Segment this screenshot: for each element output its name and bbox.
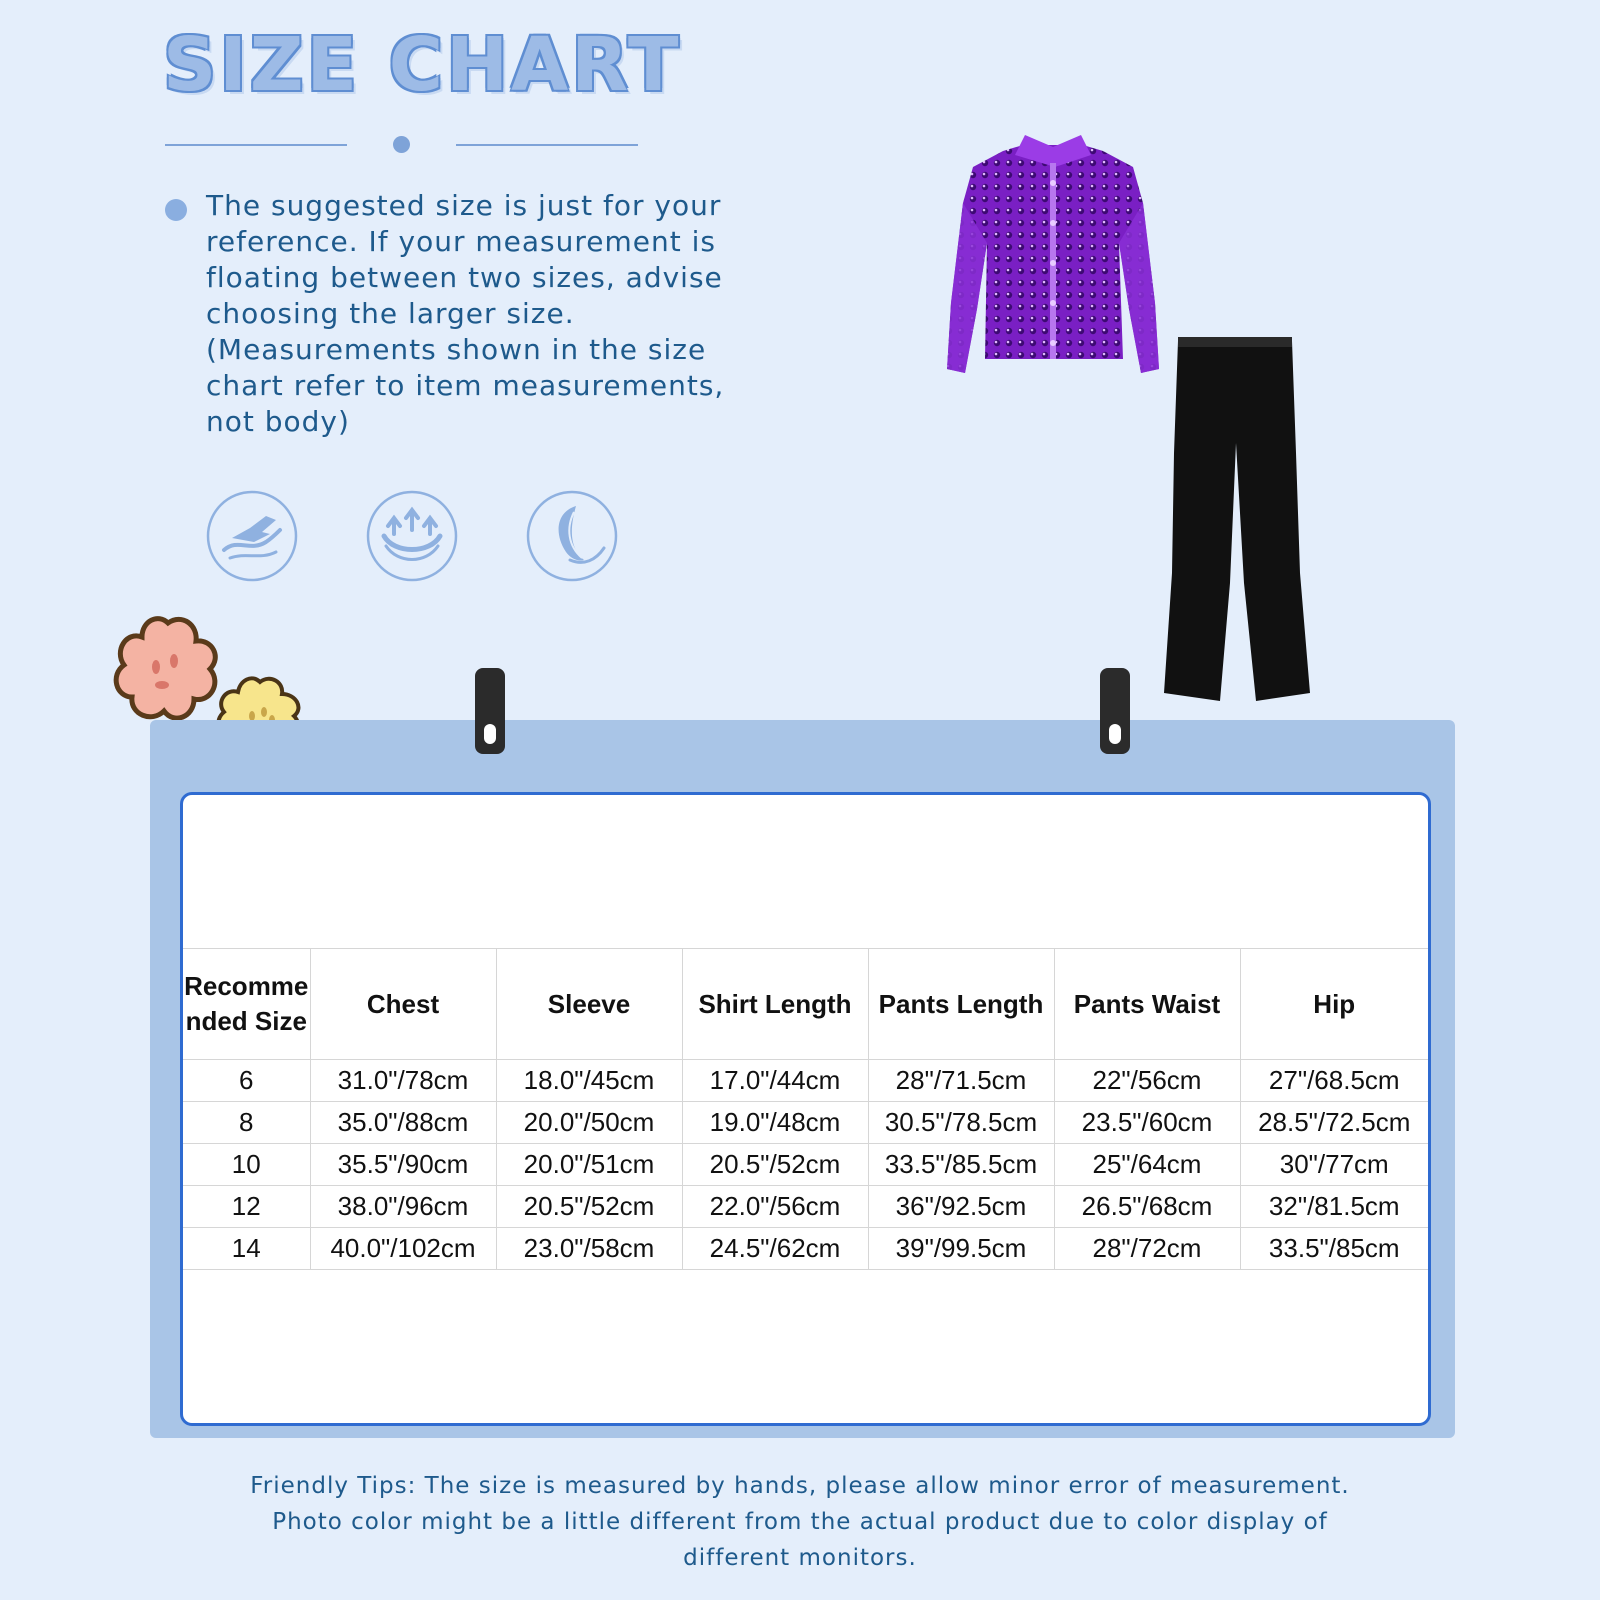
table-row [183,1060,1428,1102]
cell-chest: 35.5"/90cm [310,1144,496,1186]
flared-pants-image [1160,333,1310,705]
table-row [183,1102,1428,1144]
cell-pants-length: 30.5"/78.5cm [868,1102,1054,1144]
cell-chest: 35.0"/88cm [310,1102,496,1144]
sequin-shirt-image [943,133,1165,385]
page-title: SIZE CHART [163,22,682,108]
cell-sleeve: 20.0"/51cm [496,1144,682,1186]
cell-hip: 27"/68.5cm [1240,1060,1428,1102]
cell-shirt-length: 24.5"/62cm [682,1228,868,1270]
cell-size: 6 [183,1060,310,1102]
hand-wash-icon [206,490,298,582]
cell-pants-waist: 26.5"/68cm [1054,1186,1240,1228]
soft-feather-icon [526,490,618,582]
table-row [183,1228,1428,1270]
cell-size: 14 [183,1228,310,1270]
size-table-panel [180,792,1431,1426]
cell-hip: 33.5"/85cm [1240,1228,1428,1270]
stretch-icon [366,490,458,582]
pink-flower-sticker [112,613,224,725]
friendly-tips: Friendly Tips: The size is measured by hands, please allow minor error of measurement. Photo color might be a little different from the actual product due to color display of different monitors. [250,1473,1350,1571]
cell-shirt-length: 19.0"/48cm [682,1102,868,1144]
board-hook-left [475,668,505,754]
cell-pants-length: 39"/99.5cm [868,1228,1054,1270]
table-header-row [183,949,1428,1060]
header-shirt-length: Shirt Length [682,949,868,1060]
cell-pants-length: 28"/71.5cm [868,1060,1054,1102]
cell-chest: 38.0"/96cm [310,1186,496,1228]
cell-hip: 32"/81.5cm [1240,1186,1428,1228]
board-hook-right [1100,668,1130,754]
cell-chest: 40.0"/102cm [310,1228,496,1270]
header-recommended-size: Recommended Size [183,949,310,1060]
cell-sleeve: 20.0"/50cm [496,1102,682,1144]
cell-pants-waist: 22"/56cm [1054,1060,1240,1102]
cell-hip: 30"/77cm [1240,1144,1428,1186]
cell-chest: 31.0"/78cm [310,1060,496,1102]
cell-size: 8 [183,1102,310,1144]
cell-hip: 28.5"/72.5cm [1240,1102,1428,1144]
title-divider-right [456,144,638,146]
header-pants-waist: Pants Waist [1054,949,1240,1060]
cell-pants-waist: 23.5"/60cm [1054,1102,1240,1144]
title-divider-dot [393,136,410,153]
header-pants-length: Pants Length [868,949,1054,1060]
cell-size: 12 [183,1186,310,1228]
header-sleeve: Sleeve [496,949,682,1060]
cell-pants-length: 36"/92.5cm [868,1186,1054,1228]
cell-sleeve: 18.0"/45cm [496,1060,682,1102]
table-row [183,1186,1428,1228]
table-row [183,1144,1428,1186]
size-table [183,948,1428,1270]
cell-shirt-length: 17.0"/44cm [682,1060,868,1102]
title-divider-left [165,144,347,146]
cell-sleeve: 23.0"/58cm [496,1228,682,1270]
header-hip: Hip [1240,949,1428,1060]
cell-shirt-length: 22.0"/56cm [682,1186,868,1228]
cell-pants-length: 33.5"/85.5cm [868,1144,1054,1186]
header-chest: Chest [310,949,496,1060]
size-note: The suggested size is just for your reference. If your measurement is floating between two sizes, advise choosing the larger size. (Measurements shown in the size chart refer to item measurements, not body) [206,189,725,438]
cell-sleeve: 20.5"/52cm [496,1186,682,1228]
cell-shirt-length: 20.5"/52cm [682,1144,868,1186]
cell-size: 10 [183,1144,310,1186]
cell-pants-waist: 28"/72cm [1054,1228,1240,1270]
note-bullet [165,199,187,221]
cell-pants-waist: 25"/64cm [1054,1144,1240,1186]
